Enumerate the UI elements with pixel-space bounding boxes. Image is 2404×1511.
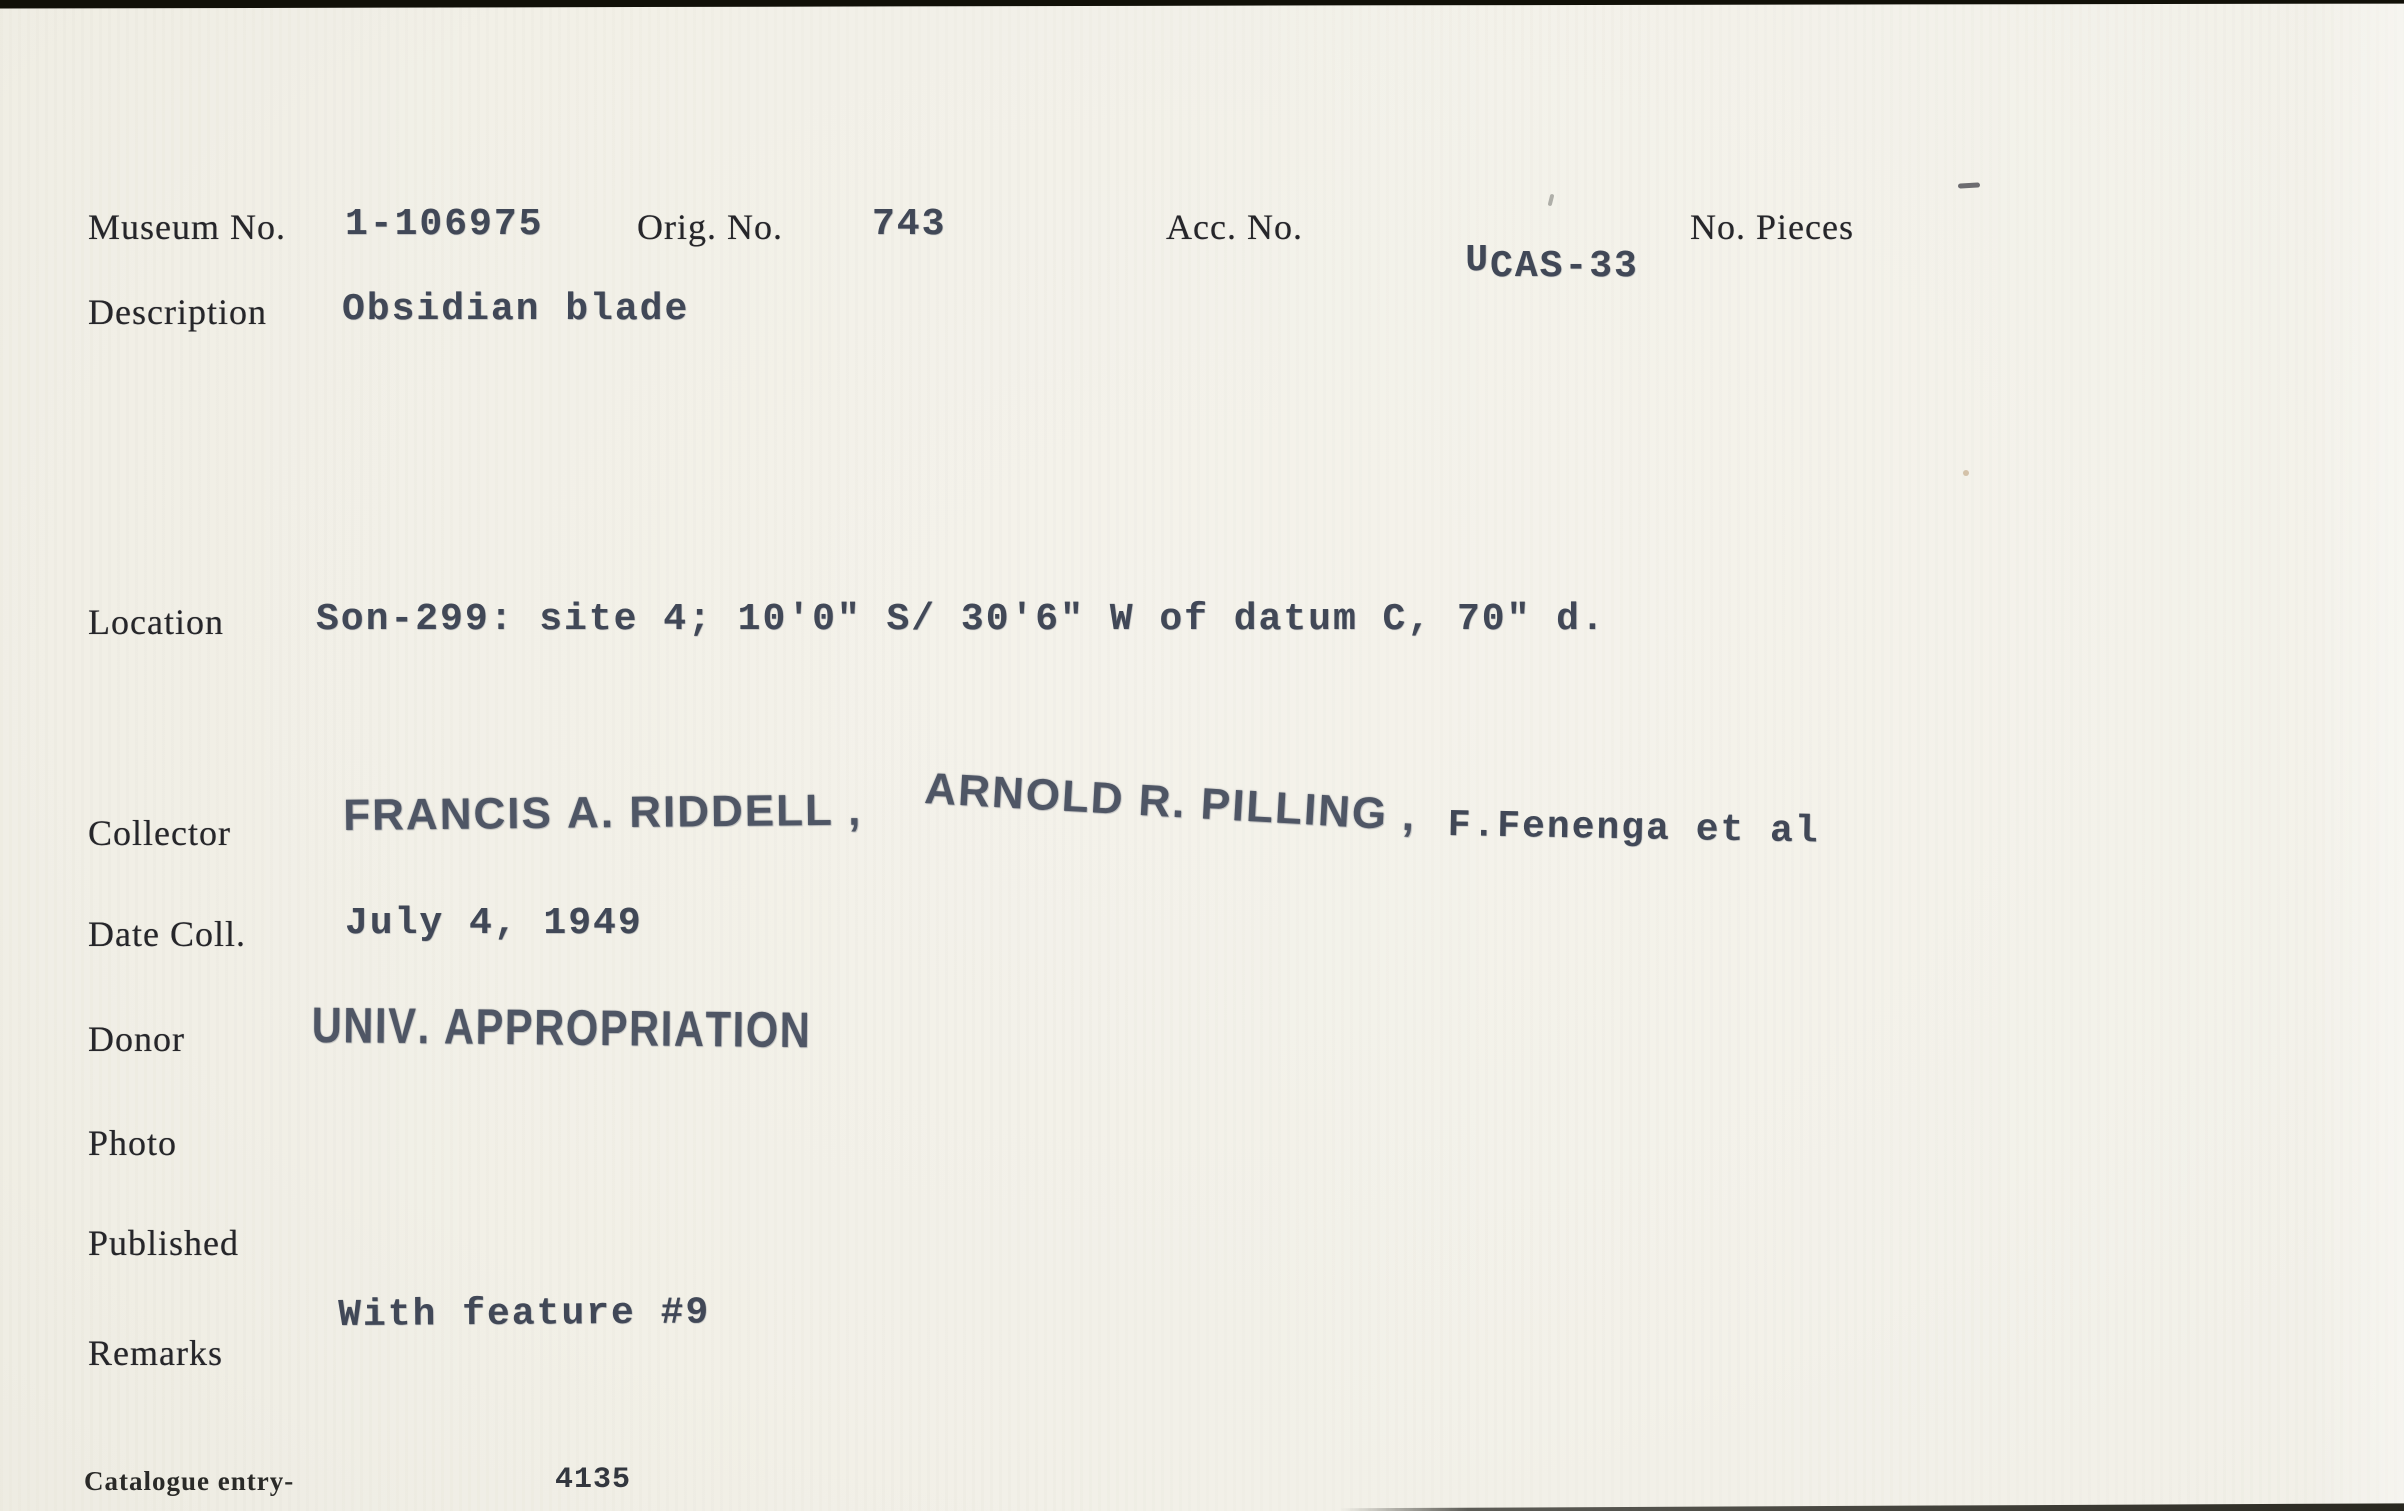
location-label: Location <box>88 602 224 642</box>
museum-no-label: Museum No. <box>88 207 286 247</box>
catalogue-entry-label: Catalogue entry- <box>84 1466 295 1496</box>
museum-no-value: 1-106975 <box>345 203 544 246</box>
donor-label: Donor <box>88 1019 185 1059</box>
published-label: Published <box>88 1223 240 1263</box>
remarks-value: With feature #9 <box>338 1291 711 1337</box>
photo-label: Photo <box>88 1123 178 1163</box>
collector-label: Collector <box>88 813 231 853</box>
remarks-label: Remarks <box>88 1333 223 1373</box>
collector-stamped-name-1: FRANCIS A. RIDDELL , <box>343 785 863 840</box>
description-value: Obsidian blade <box>342 288 690 331</box>
acc-no-value-rest: CAS-33 <box>1490 245 1639 288</box>
scan-edge-bottom <box>1340 1502 2404 1511</box>
catalogue-entry-number: 4135 <box>555 1463 632 1497</box>
no-pieces-label: No. Pieces <box>1690 207 1854 247</box>
acc-no-value-first-letter: U <box>1465 239 1491 282</box>
collector-stamped-name-2: ARNOLD R. PILLING , <box>923 764 1418 841</box>
donor-stamped-value: UNIV. APPROPRIATION <box>311 996 812 1059</box>
description-label: Description <box>88 292 267 332</box>
date-coll-value: July 4, 1949 <box>345 902 643 945</box>
paper-speck-mark <box>1963 470 1969 476</box>
location-value: Son-299: site 4; 10'0" S/ 30'6" W of datum C, 70" d. <box>316 598 1606 641</box>
orig-no-label: Orig. No. <box>637 207 783 247</box>
acc-no-value <box>1366 202 1639 331</box>
collector-typed-suffix: F.Fenenga et al <box>1447 804 1821 854</box>
acc-no-label: Acc. No. <box>1166 207 1303 247</box>
scan-edge-top <box>0 0 2404 9</box>
date-coll-label: Date Coll. <box>88 914 246 954</box>
orig-no-value: 743 <box>872 203 947 246</box>
pencil-dash-mark <box>1958 182 1980 188</box>
